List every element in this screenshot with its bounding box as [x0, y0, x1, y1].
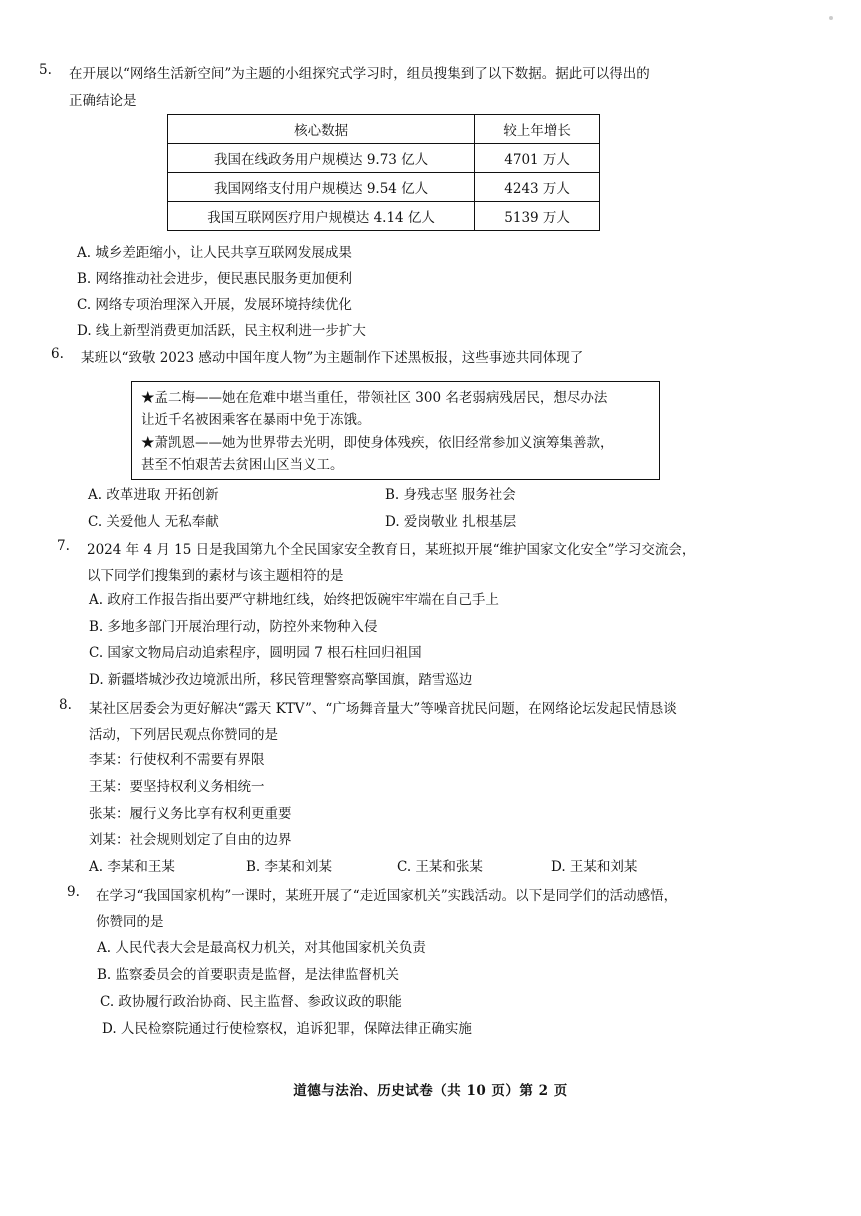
option-b[interactable]: B. 身残志坚 服务社会 [385, 487, 516, 503]
question-number: 6. [51, 346, 64, 362]
box-line: 甚至不怕艰苦去贫困山区当义工。 [141, 457, 344, 473]
question-stem: 某社区居委会为更好解决“露天 KTV”、“广场舞音量大”等噪音扰民问题，在网络论坛发起民情恳谈 [89, 701, 677, 717]
option-a[interactable]: A. 城乡差距缩小，让人民共享互联网发展成果 [77, 245, 352, 261]
question-number: 8. [59, 697, 72, 713]
table-cell: 4243 万人 [475, 173, 600, 202]
resident-view: 刘某：社会规则划定了自由的边界 [89, 832, 292, 848]
question-stem: 活动，下列居民观点你赞同的是 [89, 727, 278, 743]
data-table [167, 114, 600, 231]
option-a[interactable]: A. 改革进取 开拓创新 [88, 487, 219, 503]
question-stem: 正确结论是 [69, 93, 137, 109]
option-b[interactable]: B. 网络推动社会进步，便民惠民服务更加便利 [77, 271, 353, 287]
question-stem: 某班以“致敬 2023 感动中国年度人物”为主题制作下述黑板报，这些事迹共同体现了 [81, 350, 584, 366]
table-header: 核心数据 [168, 115, 475, 144]
box-line: 让近千名被困乘客在暴雨中免于冻饿。 [141, 412, 371, 428]
option-b[interactable]: B. 李某和刘某 [246, 859, 333, 875]
table-cell: 我国网络支付用户规模达 9.54 亿人 [168, 173, 475, 202]
option-d[interactable]: D. 王某和刘某 [551, 859, 638, 875]
table-cell: 4701 万人 [475, 144, 600, 173]
table-header-row [168, 115, 600, 144]
question-stem: 在开展以“网络生活新空间”为主题的小组探究式学习时，组员搜集到了以下数据。据此可以得出的 [69, 66, 650, 82]
page-footer: 道德与法治、历史试卷（共 10 页）第 2 页 [293, 1083, 568, 1099]
option-c[interactable]: C. 网络专项治理深入开展，发展环境持续优化 [77, 297, 352, 313]
question-stem: 2024 年 4 月 15 日是我国第九个全民国家安全教育日，某班拟开展“维护国家文化安全”学习交流会， [87, 542, 696, 558]
box-line: ★孟二梅——她在危难中堪当重任，带领社区 300 名老弱病残居民，想尽办法 [141, 390, 608, 406]
table-header: 较上年增长 [475, 115, 600, 144]
option-c[interactable]: C. 政协履行政治协商、民主监督、参政议政的职能 [100, 994, 402, 1010]
option-c[interactable]: C. 关爱他人 无私奉献 [88, 514, 219, 530]
table-row [168, 202, 600, 231]
question-stem: 在学习“我国国家机构”一课时，某班开展了“走近国家机关”实践活动。以下是同学们的活动感悟， [96, 888, 678, 904]
option-b[interactable]: B. 监察委员会的首要职责是监督，是法律监督机关 [97, 967, 400, 983]
box-line: ★萧凯恩——她为世界带去光明，即使身体残疾，依旧经常参加义演筹集善款， [141, 435, 614, 451]
option-d[interactable]: D. 线上新型消费更加活跃，民主权利进一步扩大 [77, 323, 366, 339]
option-d[interactable]: D. 人民检察院通过行使检察权，追诉犯罪，保障法律正确实施 [102, 1021, 472, 1037]
table-row [168, 144, 600, 173]
table-cell: 5139 万人 [475, 202, 600, 231]
option-a[interactable]: A. 人民代表大会是最高权力机关，对其他国家机关负责 [97, 940, 426, 956]
option-d[interactable]: D. 爱岗敬业 扎根基层 [385, 514, 517, 530]
resident-view: 王某：要坚持权利义务相统一 [89, 779, 265, 795]
question-number: 5. [39, 62, 52, 78]
question-stem: 以下同学们搜集到的素材与该主题相符的是 [87, 568, 344, 584]
resident-view: 李某：行使权利不需要有界限 [89, 752, 265, 768]
option-b[interactable]: B. 多地多部门开展治理行动，防控外来物种入侵 [89, 619, 378, 635]
question-stem: 你赞同的是 [96, 914, 164, 930]
table-cell: 我国在线政务用户规模达 9.73 亿人 [168, 144, 475, 173]
option-a[interactable]: A. 李某和王某 [89, 859, 175, 875]
resident-view: 张某：履行义务比享有权利更重要 [89, 806, 292, 822]
option-c[interactable]: C. 国家文物局启动追索程序，圆明园 7 根石柱回归祖国 [89, 645, 422, 661]
table-row [168, 173, 600, 202]
question-number: 7. [57, 538, 70, 554]
question-number: 9. [67, 884, 80, 900]
option-d[interactable]: D. 新疆塔城沙孜边境派出所，移民管理警察高擎国旗，踏雪巡边 [89, 672, 473, 688]
blackboard-box [131, 381, 660, 480]
table-cell: 我国互联网医疗用户规模达 4.14 亿人 [168, 202, 475, 231]
option-c[interactable]: C. 王某和张某 [397, 859, 483, 875]
option-a[interactable]: A. 政府工作报告指出要严守耕地红线，始终把饭碗牢牢端在自己手上 [89, 592, 499, 608]
scan-speck [829, 16, 833, 20]
